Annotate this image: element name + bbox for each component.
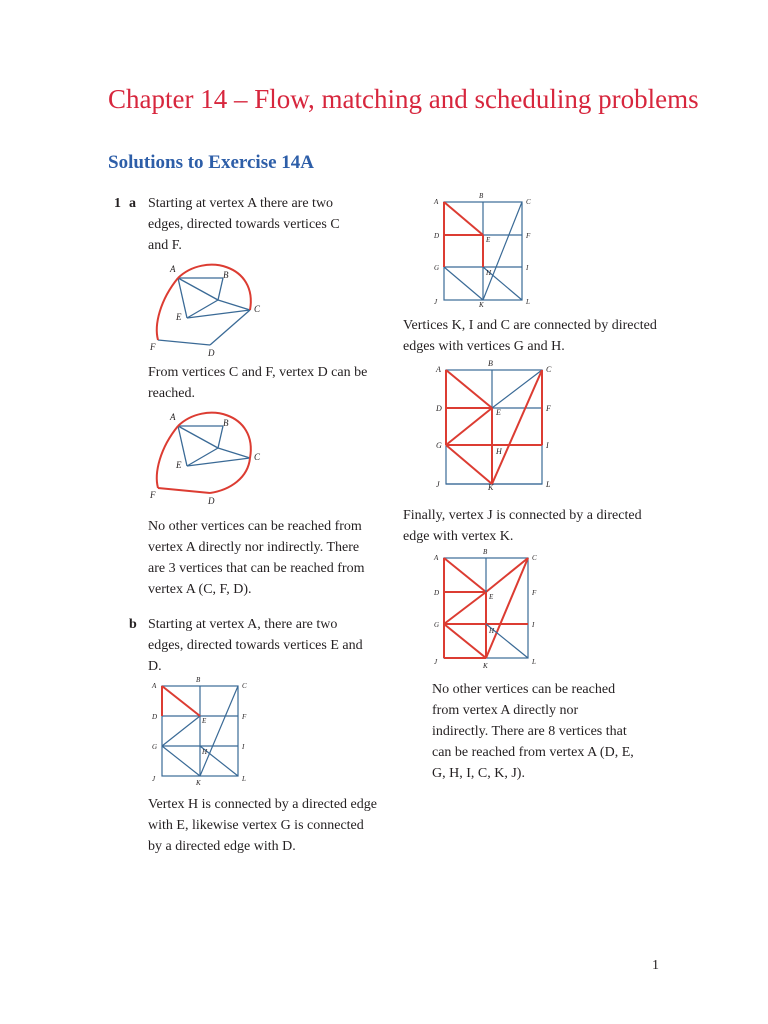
vertex-label: H	[496, 447, 502, 456]
vertex-label: E	[202, 717, 207, 725]
part-b-text-4: Finally, vertex J is connected by a directed edge with vertex K.	[403, 508, 642, 544]
vertex-label: F	[546, 404, 551, 413]
vertex-label: D	[436, 404, 442, 413]
vertex-label: D	[208, 496, 215, 506]
vertex-label: J	[434, 658, 438, 666]
vertex-label: F	[242, 713, 247, 721]
vertex-label: L	[242, 775, 246, 783]
vertex-label: K	[479, 301, 484, 309]
vertex-label: J	[434, 298, 438, 306]
vertex-label: F	[150, 342, 156, 352]
vertex-label: D	[434, 589, 440, 597]
vertex-label: G	[434, 621, 440, 629]
vertex-label: E	[176, 460, 182, 470]
page-number: 1	[652, 958, 659, 973]
vertex-label: J	[152, 775, 156, 783]
vertex-label: G	[436, 441, 442, 450]
diagram-b1	[150, 676, 260, 786]
diagram-b2	[428, 192, 548, 307]
vertex-label: B	[196, 676, 201, 684]
vertex-label: F	[532, 589, 537, 597]
vertex-label: H	[202, 748, 208, 756]
vertex-label: C	[254, 452, 261, 462]
vertex-label: K	[488, 483, 494, 492]
vertex-label: C	[254, 304, 261, 314]
vertex-label: F	[526, 232, 531, 240]
vertex-label: A	[436, 365, 441, 374]
vertex-label: E	[496, 408, 501, 417]
vertex-label: G	[434, 264, 440, 272]
vertex-label: C	[532, 554, 537, 562]
vertex-label: B	[479, 192, 484, 200]
vertex-label: E	[486, 236, 491, 244]
part-a-text-1: Starting at vertex A there are two edges, directed towards vertices C and F.	[148, 196, 340, 253]
vertex-label: A	[434, 554, 439, 562]
diagram-a2	[150, 408, 270, 508]
vertex-label: I	[532, 621, 535, 629]
vertex-label: A	[434, 198, 439, 206]
vertex-label: A	[170, 412, 176, 422]
vertex-label: D	[152, 713, 158, 721]
vertex-label: D	[434, 232, 440, 240]
part-b-text-3: Vertices K, I and C are connected by directed edges with vertices G and H.	[403, 318, 657, 354]
vertex-label: C	[242, 682, 247, 690]
vertex-label: I	[242, 743, 245, 751]
part-a-text-2: From vertices C and F, vertex D can be reached.	[148, 365, 368, 401]
vertex-label: H	[489, 627, 495, 635]
vertex-label: L	[526, 298, 530, 306]
vertex-label: J	[436, 480, 440, 489]
part-b-text-5: No other vertices can be reached from vertex A directly nor indirectly. There are 8 vertices that can be reached from vertex A (D, E, G, H, I, C, K, J).	[432, 682, 634, 781]
vertex-label: E	[489, 593, 494, 601]
diagram-a1	[150, 260, 270, 360]
diagram-b4	[428, 548, 548, 668]
question-number: 1	[114, 196, 121, 211]
vertex-label: C	[526, 198, 531, 206]
part-a-text-3: No other vertices can be reached from vertex A directly nor indirectly. There are 3 vertices that can be reached from vertex A (C, F, D).	[148, 519, 365, 597]
section-title: Solutions to Exercise 14A	[108, 152, 315, 173]
part-b-text-2: Vertex H is connected by a directed edge with E, likewise vertex G is connected by a directed edge with D.	[148, 797, 377, 854]
vertex-label: G	[152, 743, 158, 751]
vertex-label: B	[488, 359, 493, 368]
vertex-label: I	[526, 264, 529, 272]
vertex-label: L	[546, 480, 551, 489]
vertex-label: F	[150, 490, 156, 500]
vertex-label: B	[223, 418, 229, 428]
diagram-b3	[428, 360, 568, 490]
vertex-label: B	[223, 270, 229, 280]
vertex-label: L	[532, 658, 536, 666]
vertex-label: A	[170, 264, 176, 274]
vertex-label: B	[483, 548, 488, 556]
part-b-text-1: Starting at vertex A, there are two edges, directed towards vertices E and D.	[148, 617, 363, 674]
chapter-title: Chapter 14 – Flow, matching and scheduling problems	[108, 84, 699, 114]
part-a-label: a	[129, 196, 136, 211]
vertex-label: C	[546, 365, 552, 374]
part-b-label: b	[129, 617, 137, 632]
vertex-label: E	[176, 312, 182, 322]
vertex-label: I	[546, 441, 549, 450]
vertex-label: D	[208, 348, 215, 358]
vertex-label: K	[196, 779, 201, 787]
vertex-label: K	[483, 662, 488, 670]
vertex-label: A	[152, 682, 157, 690]
vertex-label: H	[486, 269, 492, 277]
